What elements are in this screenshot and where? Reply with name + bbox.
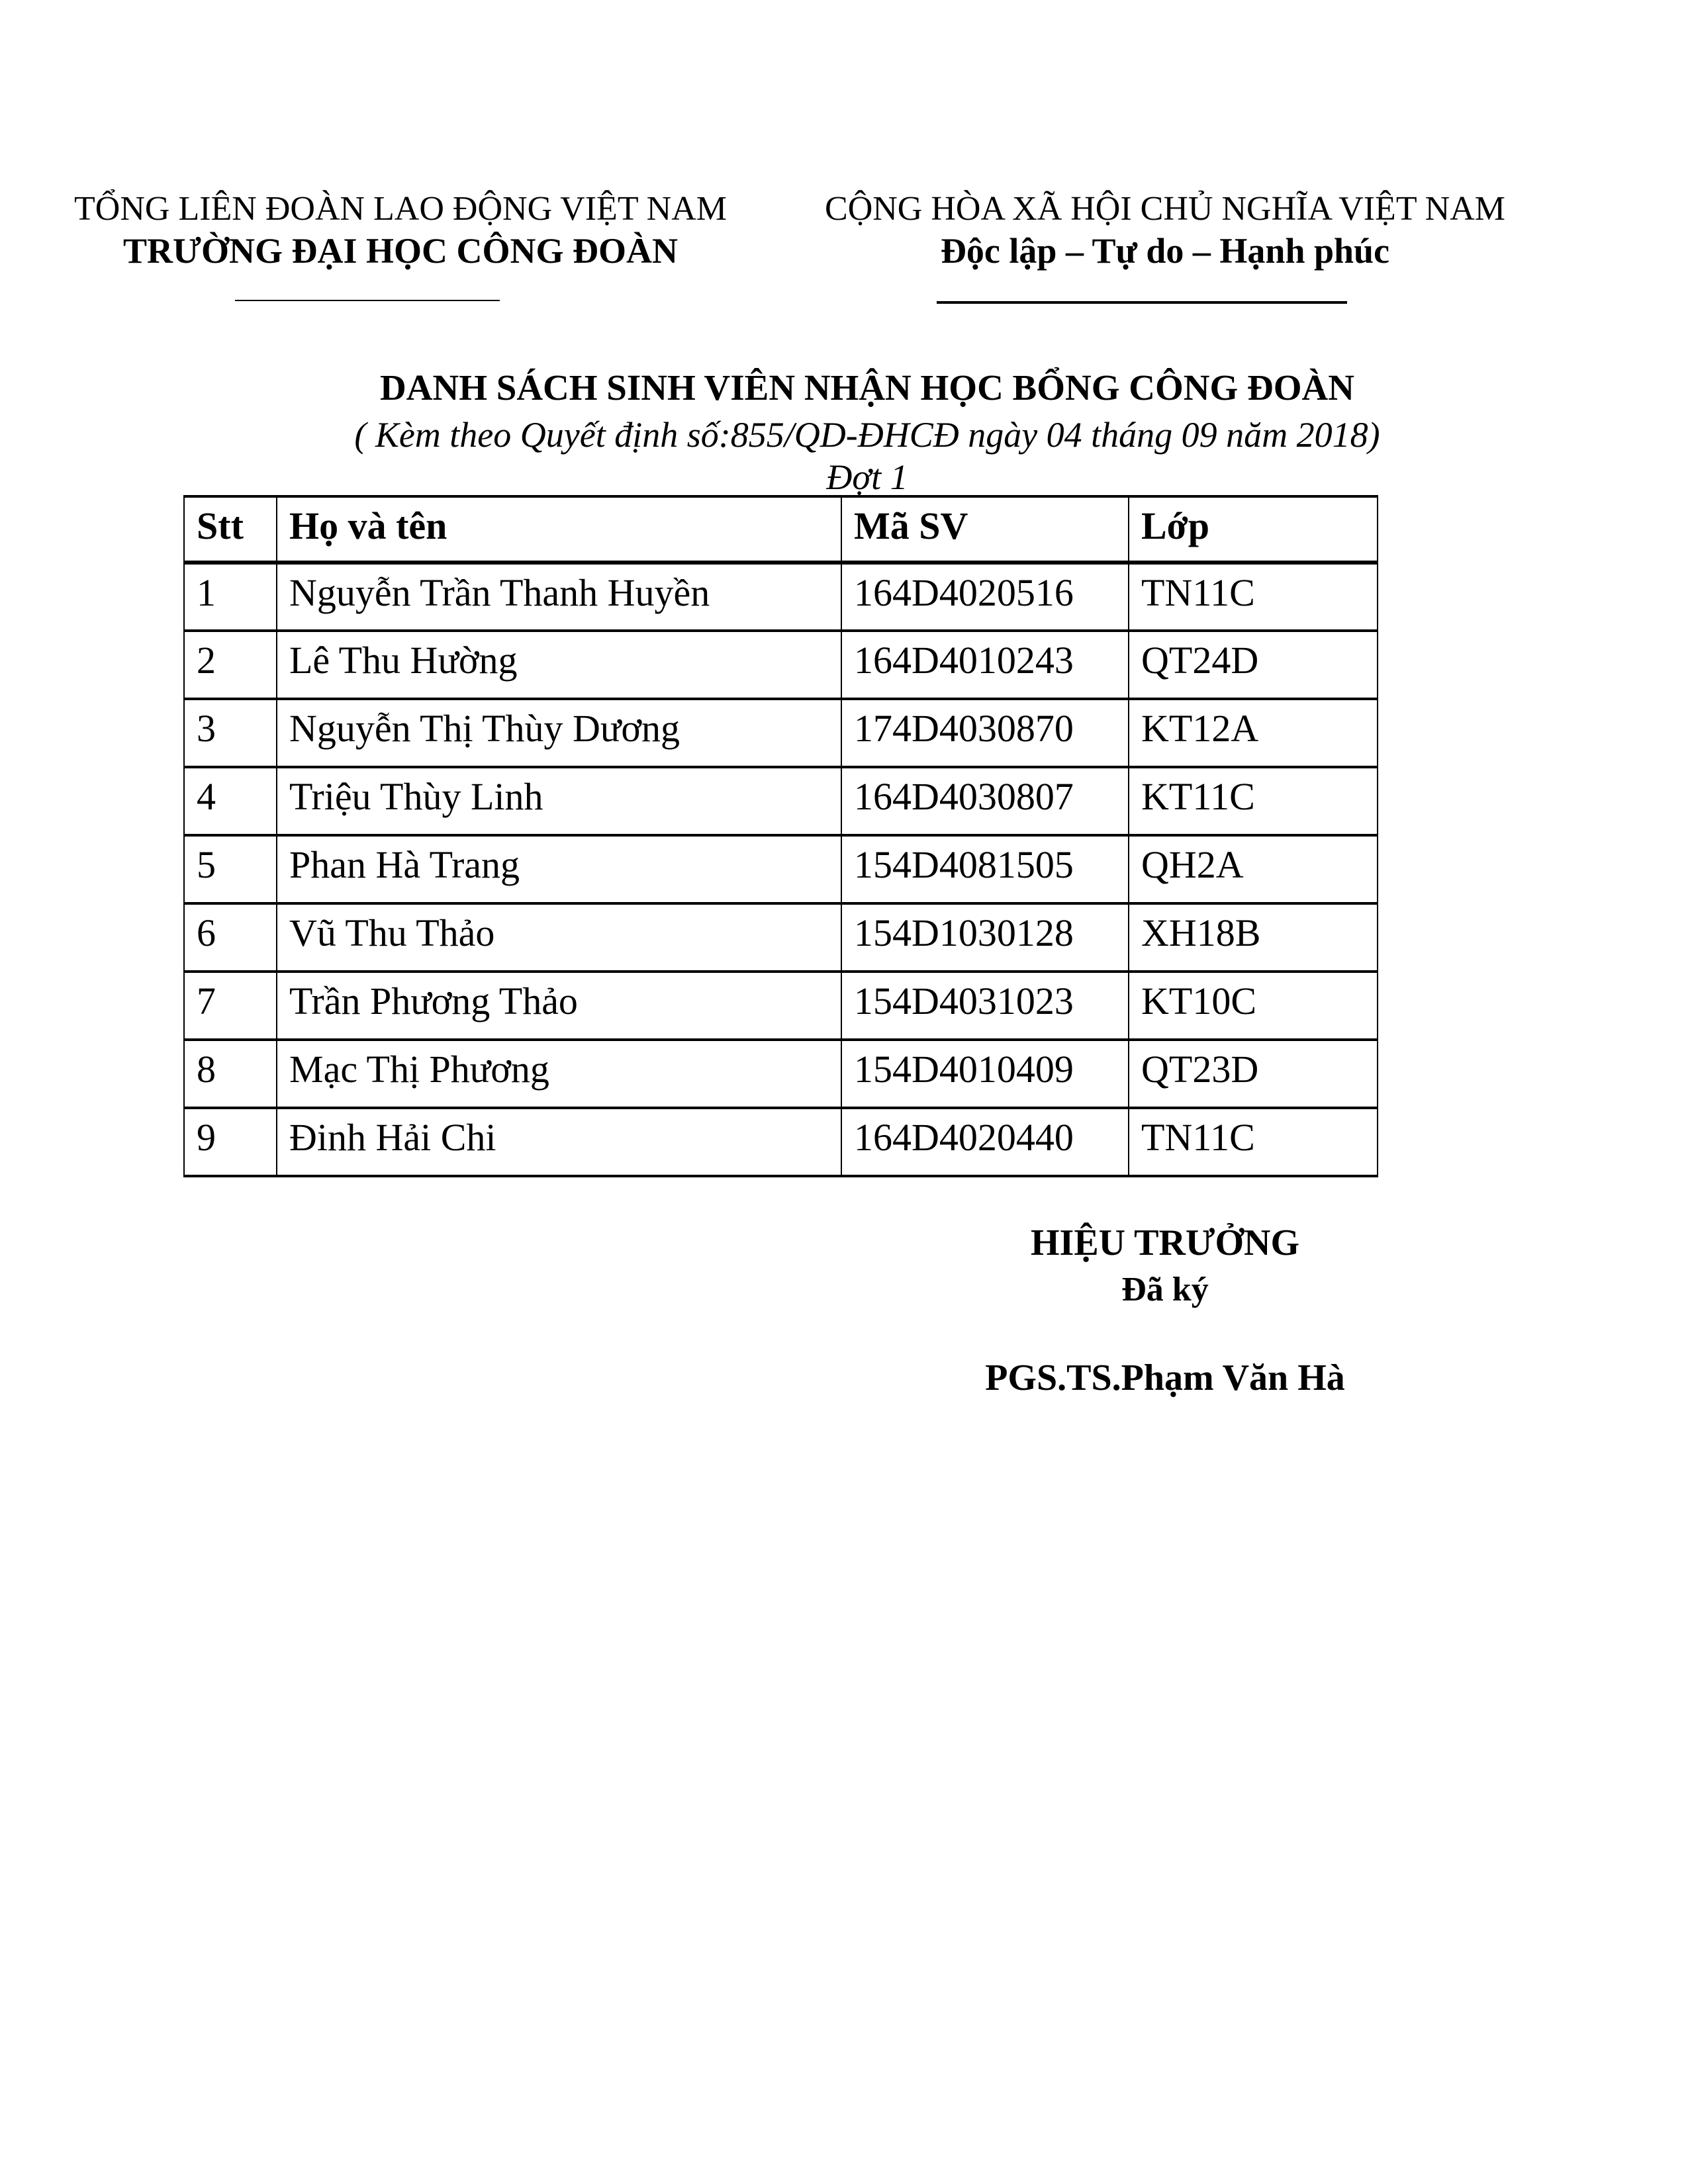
cell-class: KT12A bbox=[1129, 699, 1378, 767]
cell-class: KT10C bbox=[1129, 972, 1378, 1040]
document-title: DANH SÁCH SINH VIÊN NHẬN HỌC BỔNG CÔNG ĐOÀN bbox=[380, 367, 1354, 408]
cell-name: Phan Hà Trang bbox=[277, 835, 841, 903]
cell-stt: 6 bbox=[184, 903, 277, 972]
cell-class: QH2A bbox=[1129, 835, 1378, 903]
cell-stt: 8 bbox=[184, 1040, 277, 1108]
table-row bbox=[184, 835, 1378, 903]
signature-signed-note: Đã ký bbox=[1121, 1271, 1209, 1309]
table-row bbox=[184, 631, 1378, 699]
cell-student-id: 154D4081505 bbox=[841, 835, 1129, 903]
letterhead-left-underline bbox=[235, 300, 500, 301]
scholarship-table bbox=[183, 495, 1378, 1177]
cell-student-id: 164D4020516 bbox=[841, 563, 1129, 631]
cell-class: TN11C bbox=[1129, 563, 1378, 631]
letterhead-right-country: CỘNG HÒA XÃ HỘI CHỦ NGHĨA VIỆT NAM bbox=[825, 190, 1505, 228]
cell-stt: 1 bbox=[184, 563, 277, 631]
signature-block bbox=[834, 1221, 1496, 1400]
letterhead-left-org: TỔNG LIÊN ĐOÀN LAO ĐỘNG VIỆT NAM bbox=[74, 190, 727, 228]
table-row bbox=[184, 767, 1378, 835]
cell-stt: 7 bbox=[184, 972, 277, 1040]
title-block bbox=[46, 364, 1688, 497]
letterhead-right bbox=[814, 189, 1516, 273]
signature-role: HIỆU TRƯỞNG bbox=[1030, 1222, 1300, 1263]
signature-name: PGS.TS.Phạm Văn Hà bbox=[985, 1357, 1345, 1398]
cell-name: Vũ Thu Thảo bbox=[277, 903, 841, 972]
col-header-stt: Stt bbox=[184, 496, 277, 563]
cell-stt: 4 bbox=[184, 767, 277, 835]
cell-stt: 5 bbox=[184, 835, 277, 903]
col-header-name: Họ và tên bbox=[277, 496, 841, 563]
cell-name: Mạc Thị Phương bbox=[277, 1040, 841, 1108]
letterhead-right-motto: Độc lập – Tự do – Hạnh phúc bbox=[940, 231, 1390, 271]
cell-name: Triệu Thùy Linh bbox=[277, 767, 841, 835]
table-row bbox=[184, 563, 1378, 631]
cell-student-id: 174D4030870 bbox=[841, 699, 1129, 767]
table-row bbox=[184, 972, 1378, 1040]
cell-class: KT11C bbox=[1129, 767, 1378, 835]
letterhead-left-university: TRƯỜNG ĐẠI HỌC CÔNG ĐOÀN bbox=[122, 231, 678, 271]
table-row bbox=[184, 699, 1378, 767]
cell-name: Nguyễn Thị Thùy Dương bbox=[277, 699, 841, 767]
cell-student-id: 154D4010409 bbox=[841, 1040, 1129, 1108]
table-row bbox=[184, 1040, 1378, 1108]
letterhead-right-underline bbox=[937, 301, 1347, 304]
cell-name: Lê Thu Hường bbox=[277, 631, 841, 699]
cell-class: TN11C bbox=[1129, 1108, 1378, 1176]
table-header-row bbox=[184, 496, 1378, 563]
cell-student-id: 164D4010243 bbox=[841, 631, 1129, 699]
cell-student-id: 164D4030807 bbox=[841, 767, 1129, 835]
table-row bbox=[184, 1108, 1378, 1176]
cell-class: XH18B bbox=[1129, 903, 1378, 972]
cell-student-id: 154D1030128 bbox=[841, 903, 1129, 972]
batch-label: Đợt 1 bbox=[826, 457, 908, 497]
col-header-class: Lớp bbox=[1129, 496, 1378, 563]
col-header-student-id: Mã SV bbox=[841, 496, 1129, 563]
cell-student-id: 164D4020440 bbox=[841, 1108, 1129, 1176]
cell-name: Trần Phương Thảo bbox=[277, 972, 841, 1040]
document-subtitle: ( Kèm theo Quyết định số:855/QD-ĐHCĐ ngày 04 tháng 09 năm 2018) bbox=[354, 414, 1380, 455]
letterhead-left bbox=[66, 189, 735, 273]
cell-stt: 3 bbox=[184, 699, 277, 767]
cell-class: QT23D bbox=[1129, 1040, 1378, 1108]
table-row bbox=[184, 903, 1378, 972]
cell-student-id: 154D4031023 bbox=[841, 972, 1129, 1040]
cell-name: Đinh Hải Chi bbox=[277, 1108, 841, 1176]
cell-name: Nguyễn Trần Thanh Huyền bbox=[277, 563, 841, 631]
cell-class: QT24D bbox=[1129, 631, 1378, 699]
cell-stt: 9 bbox=[184, 1108, 277, 1176]
cell-stt: 2 bbox=[184, 631, 277, 699]
